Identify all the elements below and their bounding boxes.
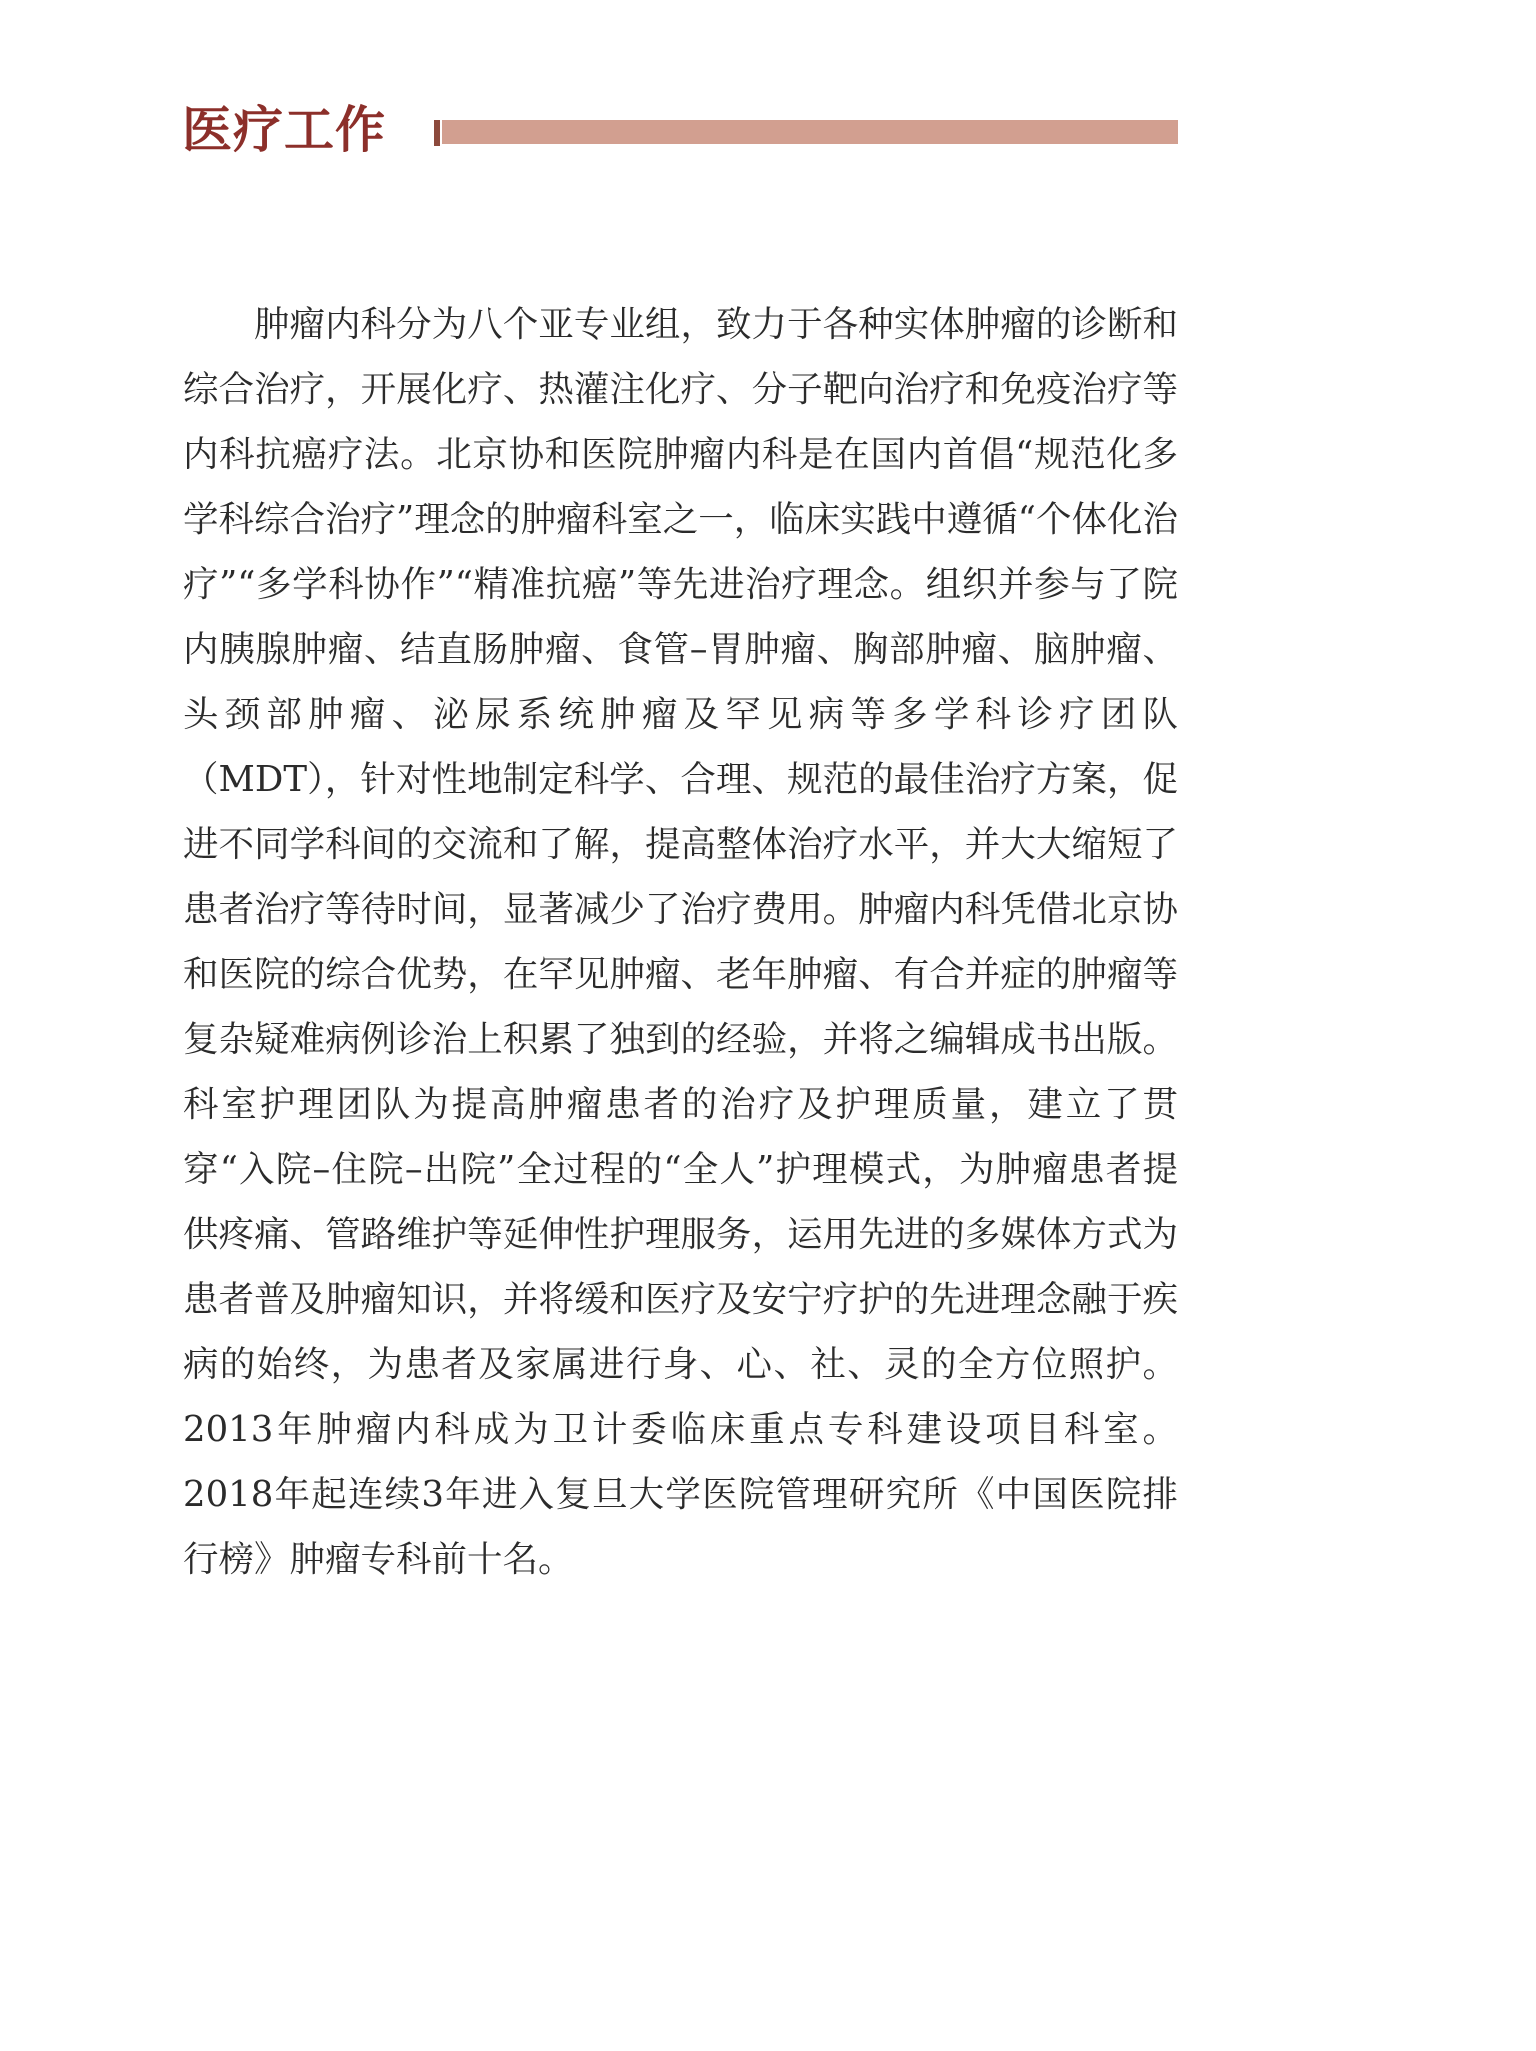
title-bar-accent <box>434 120 440 146</box>
section-title: 医疗工作 <box>182 100 386 159</box>
body-paragraph: 肿瘤内科分为八个亚专业组，致力于各种实体肿瘤的诊断和综合治疗，开展化疗、热灌注化疗、分子靶向治疗和免疫治疗等内科抗癌疗法。北京协和医院肿瘤内科是在国内首倡“规范化多学科综合治疗”理念的肿瘤科室之一，临床实践中遵循“个体化治疗”“多学科协作”“精准抗癌”等先进治疗理念。组织并参与了院内胰腺肿瘤、结直肠肿瘤、食管–胃肿瘤、胸部肿瘤、脑肿瘤、头颈部肿瘤、泌尿系统肿瘤及罕见病等多学科诊疗团队（MDT），针对性地制定科学、合理、规范的最佳治疗方案，促进不同学科间的交流和了解，提高整体治疗水平，并大大缩短了患者治疗等待时间，显著减少了治疗费用。肿瘤内科凭借北京协和医院的综合优势，在罕见肿瘤、老年肿瘤、有合并症的肿瘤等复杂疑难病例诊治上积累了独到的经验，并将之编辑成书出版。科室护理团队为提高肿瘤患者的治疗及护理质量，建立了贯穿“入院–住院–出院”全过程的“全人”护理模式，为肿瘤患者提供疼痛、管路维护等延伸性护理服务，运用先进的多媒体方式为患者普及肿瘤知识，并将缓和医疗及安宁疗护的先进理念融于疾病的始终，为患者及家属进行身、心、社、灵的全方位照护。2013年肿瘤内科成为卫计委临床重点专科建设项目科室。2018年起连续3年进入复旦大学医院管理研究所《中国医院排行榜》肿瘤专科前十名。 <box>183 304 1178 1580</box>
title-decorative-bar <box>442 120 1178 144</box>
section-header <box>0 0 1536 220</box>
